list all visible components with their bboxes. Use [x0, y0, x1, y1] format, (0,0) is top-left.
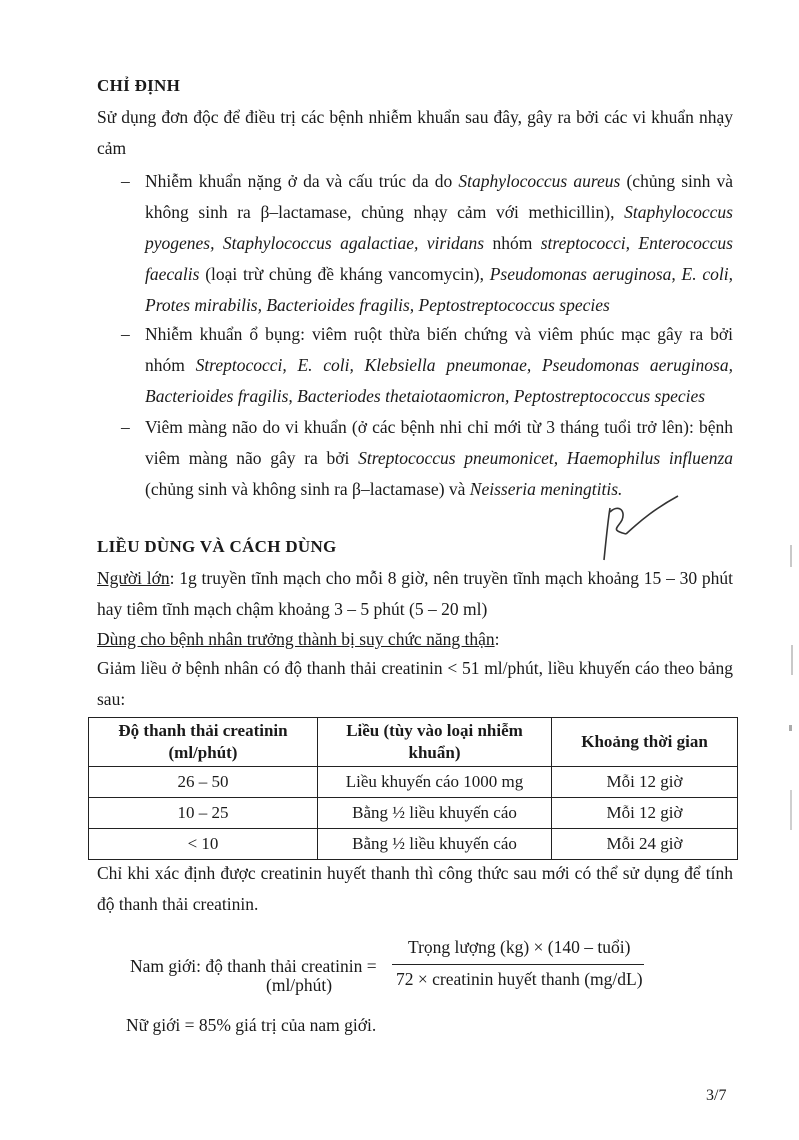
scan-artifact — [791, 645, 793, 675]
table-row — [89, 829, 738, 860]
scan-artifact — [789, 725, 792, 731]
indication-item-skin — [145, 166, 733, 321]
table-cell: 10 – 25 — [89, 798, 318, 829]
table-cell: Mỗi 12 giờ — [552, 767, 738, 798]
adult-text: : 1g truyền tĩnh mạch cho mỗi 8 giờ, nên truyền tĩnh mạch khoảng 15 – 30 phút hay tiêm tĩnh mạch chậm khoảng 3 – 5 phút (5 – 20 ml) — [97, 568, 733, 619]
organism-name: Neisseria meningtitis. — [469, 479, 623, 499]
table-cell: Mỗi 24 giờ — [552, 829, 738, 860]
dose-reduction-text: Giảm liều ở bệnh nhân có độ thanh thải creatinin < 51 ml/phút, liều khuyến cáo theo bảng sau: — [97, 658, 733, 709]
section-heading-dosage: LIỀU DÙNG VÀ CÁCH DÙNG — [97, 537, 337, 556]
text-run: nhóm — [484, 233, 541, 253]
formula-intro: Chỉ khi xác định được creatinin huyết thanh thì công thức sau mới có thể sử dụng để tính độ thanh thải creatinin. — [97, 863, 733, 914]
bullet-dash-2: – — [121, 324, 130, 344]
organism-name: streptococci, Enterococcus faecalis — [145, 233, 733, 284]
renal-dose-table — [88, 717, 738, 860]
table-header-cell: Liều (tùy vào loại nhiễm khuẩn) — [318, 718, 552, 767]
organism-name: Pseudomonas aeruginosa, E. coli, Protes mirabilis, Bacterioides fragilis, Peptostreptococcus species — [145, 264, 733, 315]
formula-lhs-unit: (ml/phút) — [266, 975, 333, 995]
bullet-dash-3: – — [121, 417, 130, 437]
organism-name: Staphylococcus pyogenes, Staphylococcus agalactiae, viridans — [145, 202, 733, 253]
signature-mark — [596, 490, 686, 570]
table-cell: Mỗi 12 giờ — [552, 798, 738, 829]
text-run: Nhiễm khuẩn nặng ở da và cấu trúc da do — [145, 171, 459, 191]
scan-artifact — [790, 790, 792, 830]
indications-intro: Sử dụng đơn độc để điều trị các bệnh nhiễm khuẩn sau đây, gây ra bởi các vi khuẩn nhạy cảm — [97, 107, 733, 158]
adult-dosage — [97, 563, 733, 625]
table-cell: 26 – 50 — [89, 767, 318, 798]
renal-colon: : — [494, 629, 500, 649]
text-run: (chủng sinh và không sinh ra β–lactamase) và — [145, 479, 470, 499]
text-run: (loại trừ chủng đề kháng vancomycin), — [199, 264, 490, 284]
text-run: (chủng sinh và không sinh ra β–lactamase, chủng nhạy cảm với methicillin), — [145, 171, 733, 222]
table-cell: Liều khuyến cáo 1000 mg — [318, 767, 552, 798]
formula-lhs: Nam giới: độ thanh thải creatinin = — [130, 956, 377, 976]
table-header-row — [89, 718, 738, 767]
scan-artifact — [790, 545, 792, 567]
indication-item-abdominal — [145, 319, 733, 412]
female-formula: Nữ giới = 85% giá trị của nam giới. — [126, 1015, 377, 1035]
table-cell: Bằng ½ liều khuyến cáo — [318, 829, 552, 860]
table-row — [89, 798, 738, 829]
table-header-cell: Khoảng thời gian — [552, 718, 738, 767]
organism-name: Streptococcus pneumonicet, Haemophilus influenza — [358, 448, 733, 468]
table-cell: < 10 — [89, 829, 318, 860]
renal-subheading — [97, 626, 499, 653]
text-run: Nhiễm khuẩn ổ bụng: viêm ruột thừa biến chứng và viêm phúc mạc gây ra bởi nhóm — [145, 324, 733, 375]
formula-denominator: 72 × creatinin huyết thanh (mg/dL) — [396, 969, 643, 989]
formula-numerator: Trọng lượng (kg) × (140 – tuổi) — [408, 937, 631, 957]
table-cell: Bằng ½ liều khuyến cáo — [318, 798, 552, 829]
text-run: Viêm màng não do vi khuẩn (ở các bệnh nhi chỉ mới từ 3 tháng tuổi trở lên): bệnh viêm màng não gây ra bởi — [145, 417, 733, 468]
table-header-cell: Độ thanh thải creatinin (ml/phút) — [89, 718, 318, 767]
table-row — [89, 767, 738, 798]
bullet-dash-1: – — [121, 171, 130, 191]
organism-name: Streptococci, E. coli, Klebsiella pneumonae, Pseudomonas aeruginosa, Bacterioides fragilis, Bacteriodes thetaiotaomicron, Peptostreptococcus species — [145, 355, 733, 406]
organism-name: Staphylococcus aureus — [458, 171, 621, 191]
renal-label: Dùng cho bệnh nhân trưởng thành bị suy chức năng thận — [97, 629, 495, 649]
page-number: 3/7 — [706, 1087, 727, 1104]
section-heading-indications: CHỈ ĐỊNH — [97, 76, 181, 95]
adult-label: Người lớn — [97, 568, 170, 588]
